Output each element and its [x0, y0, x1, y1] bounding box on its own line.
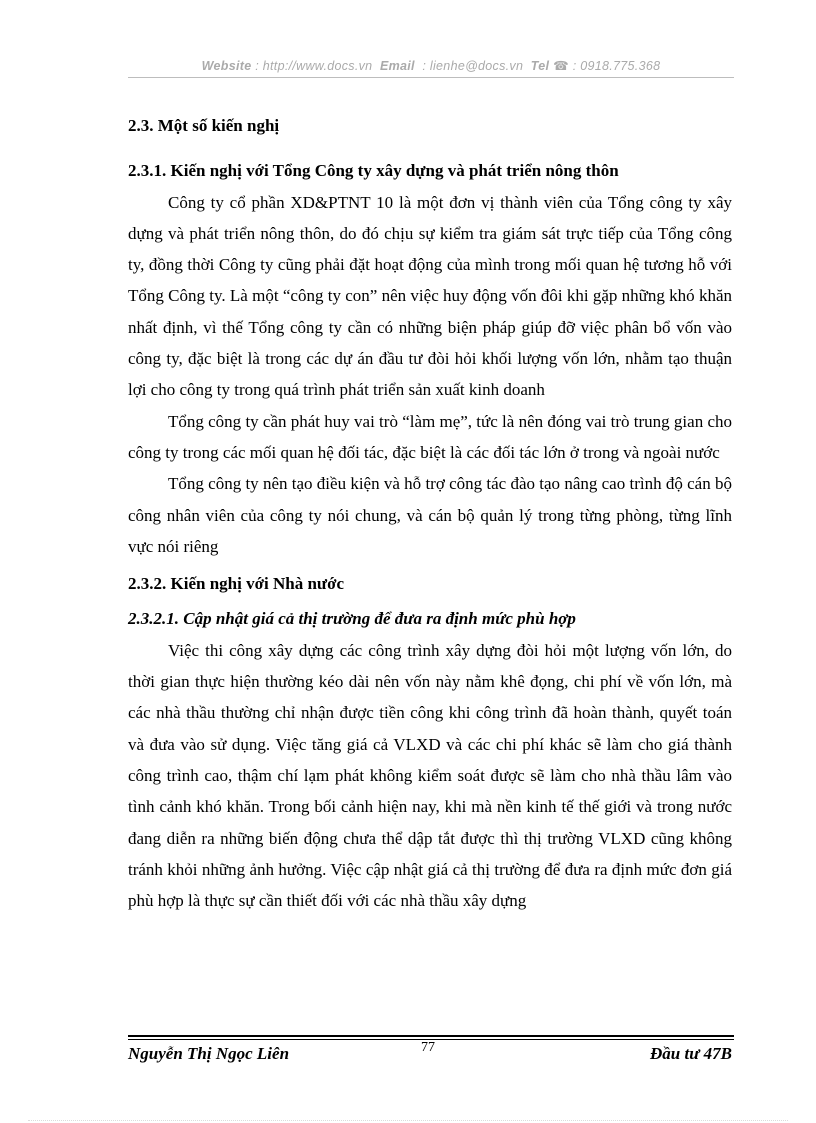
- website-value: : http://www.docs.vn: [255, 59, 373, 73]
- subsection-title-2-3-1: 2.3.1. Kiến nghị với Tổng Công ty xây dựng và phát triển nông thôn: [128, 161, 619, 181]
- footer-author: Nguyễn Thị Ngọc Liên: [128, 1044, 290, 1063]
- subsection-title-2-3-2-1: 2.3.2.1. Cập nhật giá cả thị trường để đưa ra định mức phù hợp: [128, 609, 576, 629]
- paragraph: Tổng công ty nên tạo điều kiện và hỗ trợ công tác đào tạo nâng cao trình độ cán bộ công nhân viên của công ty nói chung, và cán bộ quản lý trong từng phòng, từng lĩnh vực nói riêng: [128, 474, 732, 556]
- email-label: Email: [379, 59, 415, 73]
- email-value: : lienhe@docs.vn: [422, 59, 524, 73]
- header-divider: [128, 77, 734, 78]
- tel-label: Tel: [530, 59, 550, 73]
- page-bottom-border: [28, 1120, 788, 1121]
- page-header: [128, 58, 734, 73]
- tel-value: ☎ : 0918.775.368: [553, 59, 661, 73]
- paragraph: Công ty cổ phần XD&PTNT 10 là một đơn vị thành viên của Tổng công ty xây dựng và phát triển nông thôn, do đó chịu sự kiểm tra giám sát trực tiếp của Tổng công ty, đồng thời Công ty cũng phải đặt hoạt động của mình trong mối quan hệ tương hỗ với Tổng Công ty. Là một “công ty con” nên việc huy động vốn đôi khi gặp những khó khăn nhất định, vì thế Tổng công ty cần có những biện pháp giúp đỡ việc phân bổ vốn vào công ty, đặc biệt là trong các dự án đầu tư đòi hỏi khối lượng vốn lớn, nhằm tạo thuận lợi cho công ty trong quá trình phát triển sản xuất kinh doanh: [128, 192, 732, 400]
- footer-divider: [128, 1035, 734, 1037]
- page-number: 77: [421, 1040, 435, 1055]
- footer-class: Đầu tư 47B: [650, 1044, 732, 1063]
- document-body: [128, 110, 732, 916]
- paragraph: Tổng công ty cần phát huy vai trò “làm mẹ”, tức là nên đóng vai trò trung gian cho công ty trong các mối quan hệ đối tác, đặc biệt là các đối tác lớn ở trong và ngoài nước: [128, 411, 732, 462]
- website-label: Website: [201, 59, 252, 73]
- section-title: 2.3. Một số kiến nghị: [128, 116, 280, 135]
- paragraph: Việc thi công xây dựng các công trình xây dựng đòi hỏi một lượng vốn lớn, do thời gian thực hiện thường kéo dài nên vốn này nằm khê đọng, chi phí về vốn lớn, mà các nhà thầu thường chỉ nhận được tiền công khi công trình đã hoàn thành, quyết toán và đưa vào sử dụng. Việc tăng giá cả VLXD và các chi phí khác sẽ làm cho giá thành công trình cao, thậm chí lạm phát không kiểm soát được sẽ làm cho nhà thầu lâm vào tình cảnh khó khăn. Trong bối cảnh hiện nay, khi mà nền kinh tế thế giới và trong nước đang diễn ra những biến động chưa thể dập tắt được thì thị trường VLXD cũng không tránh khỏi những ảnh hưởng. Việc cập nhật giá cả thị trường để đưa ra định mức đơn giá phù hợp là thực sự cần thiết đối với các nhà thầu xây dựng: [128, 640, 732, 911]
- subsection-title-2-3-2: 2.3.2. Kiến nghị với Nhà nước: [128, 574, 345, 594]
